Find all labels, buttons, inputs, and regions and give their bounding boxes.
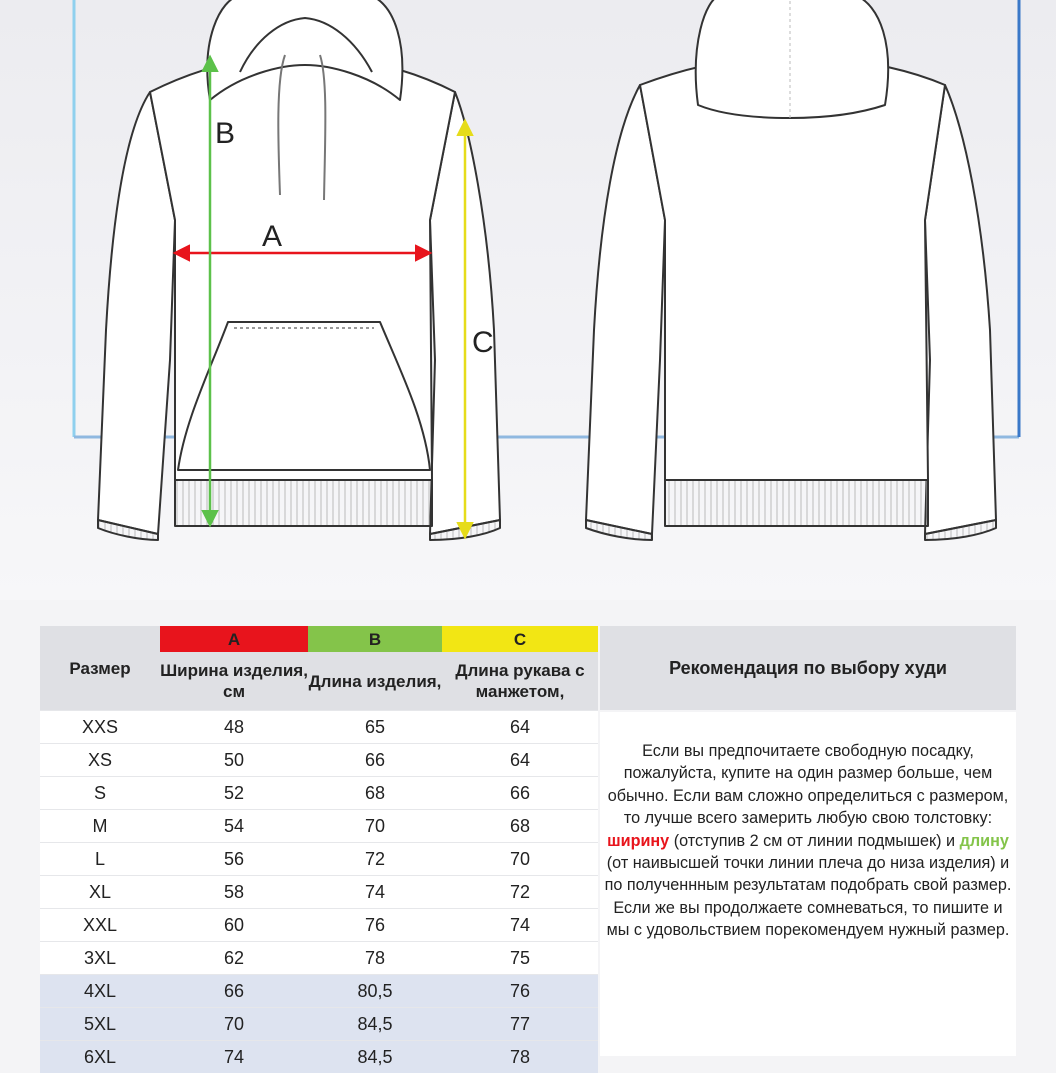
cell-size: L [40, 843, 160, 876]
cell-b: 66 [308, 744, 442, 777]
header-width: Ширина изделия, см [160, 652, 308, 711]
recommendation-part3: (от наивысшей точки линии плеча до низа изделия) и по полученнным результатам подобрать свой размер. Если же вы продолжаете сомневаться, то пишите и мы с удовольствием порекомендуем нужный размер. [605, 854, 1012, 939]
cell-c: 64 [442, 744, 598, 777]
cell-size: XL [40, 876, 160, 909]
size-table [40, 626, 598, 1073]
cell-c: 74 [442, 909, 598, 942]
table-row [40, 744, 598, 777]
cell-b: 72 [308, 843, 442, 876]
cell-c: 64 [442, 711, 598, 744]
cell-a: 66 [160, 975, 308, 1008]
table-row [40, 843, 598, 876]
table-row [40, 942, 598, 975]
header-letter-c: C [442, 626, 598, 652]
cell-a: 62 [160, 942, 308, 975]
table-row [40, 711, 598, 744]
cell-c: 68 [442, 810, 598, 843]
cell-c: 77 [442, 1008, 598, 1041]
cell-b: 78 [308, 942, 442, 975]
highlight-width: ширину [607, 832, 669, 850]
cell-size: 5XL [40, 1008, 160, 1041]
cell-b: 65 [308, 711, 442, 744]
cell-a: 58 [160, 876, 308, 909]
recommendation-panel [600, 712, 1016, 1056]
cell-b: 68 [308, 777, 442, 810]
measure-a-label: A [262, 220, 282, 253]
table-row [40, 777, 598, 810]
table-row [40, 876, 598, 909]
cell-size: XXL [40, 909, 160, 942]
cell-a: 70 [160, 1008, 308, 1041]
recommendation-part2: (отступив 2 см от линии подмышек) и [669, 832, 959, 850]
cell-b: 70 [308, 810, 442, 843]
measure-c-label: C [472, 326, 494, 359]
cell-b: 80,5 [308, 975, 442, 1008]
recommendation-title: Рекомендация по выбору худи [600, 626, 1016, 710]
cell-c: 66 [442, 777, 598, 810]
cell-size: XS [40, 744, 160, 777]
cell-c: 76 [442, 975, 598, 1008]
header-size: Размер [40, 626, 160, 711]
cell-c: 72 [442, 876, 598, 909]
letter-row [40, 626, 598, 652]
table-row [40, 1041, 598, 1073]
cell-b: 76 [308, 909, 442, 942]
cell-c: 70 [442, 843, 598, 876]
measure-b-label: B [215, 117, 235, 150]
cell-b: 74 [308, 876, 442, 909]
cell-a: 60 [160, 909, 308, 942]
table-row [40, 975, 598, 1008]
table-row [40, 909, 598, 942]
cell-c: 78 [442, 1041, 598, 1073]
cell-c: 75 [442, 942, 598, 975]
cell-a: 50 [160, 744, 308, 777]
table-row [40, 810, 598, 843]
cell-size: 4XL [40, 975, 160, 1008]
cell-size: M [40, 810, 160, 843]
header-length: Длина изделия, [308, 652, 442, 711]
recommendation-text [600, 740, 1016, 942]
cell-a: 48 [160, 711, 308, 744]
cell-a: 52 [160, 777, 308, 810]
header-letter-b: B [308, 626, 442, 652]
table-row [40, 1008, 598, 1041]
cell-size: S [40, 777, 160, 810]
cell-size: XXS [40, 711, 160, 744]
recommendation-part1: Если вы предпочитаете свободную посадку, пожалуйста, купите на один размер больше, чем обычно. Если вам сложно определиться с размером, то лучше всего замерить любую свою толстовку: [608, 742, 1008, 827]
header-sleeve: Длина рукава с манжетом, [442, 652, 598, 711]
highlight-length: длину [960, 832, 1009, 850]
cell-size: 3XL [40, 942, 160, 975]
header-letter-a: A [160, 626, 308, 652]
cell-b: 84,5 [308, 1041, 442, 1073]
cell-a: 56 [160, 843, 308, 876]
cell-a: 74 [160, 1041, 308, 1073]
cell-a: 54 [160, 810, 308, 843]
cell-b: 84,5 [308, 1008, 442, 1041]
cell-size: 6XL [40, 1041, 160, 1073]
